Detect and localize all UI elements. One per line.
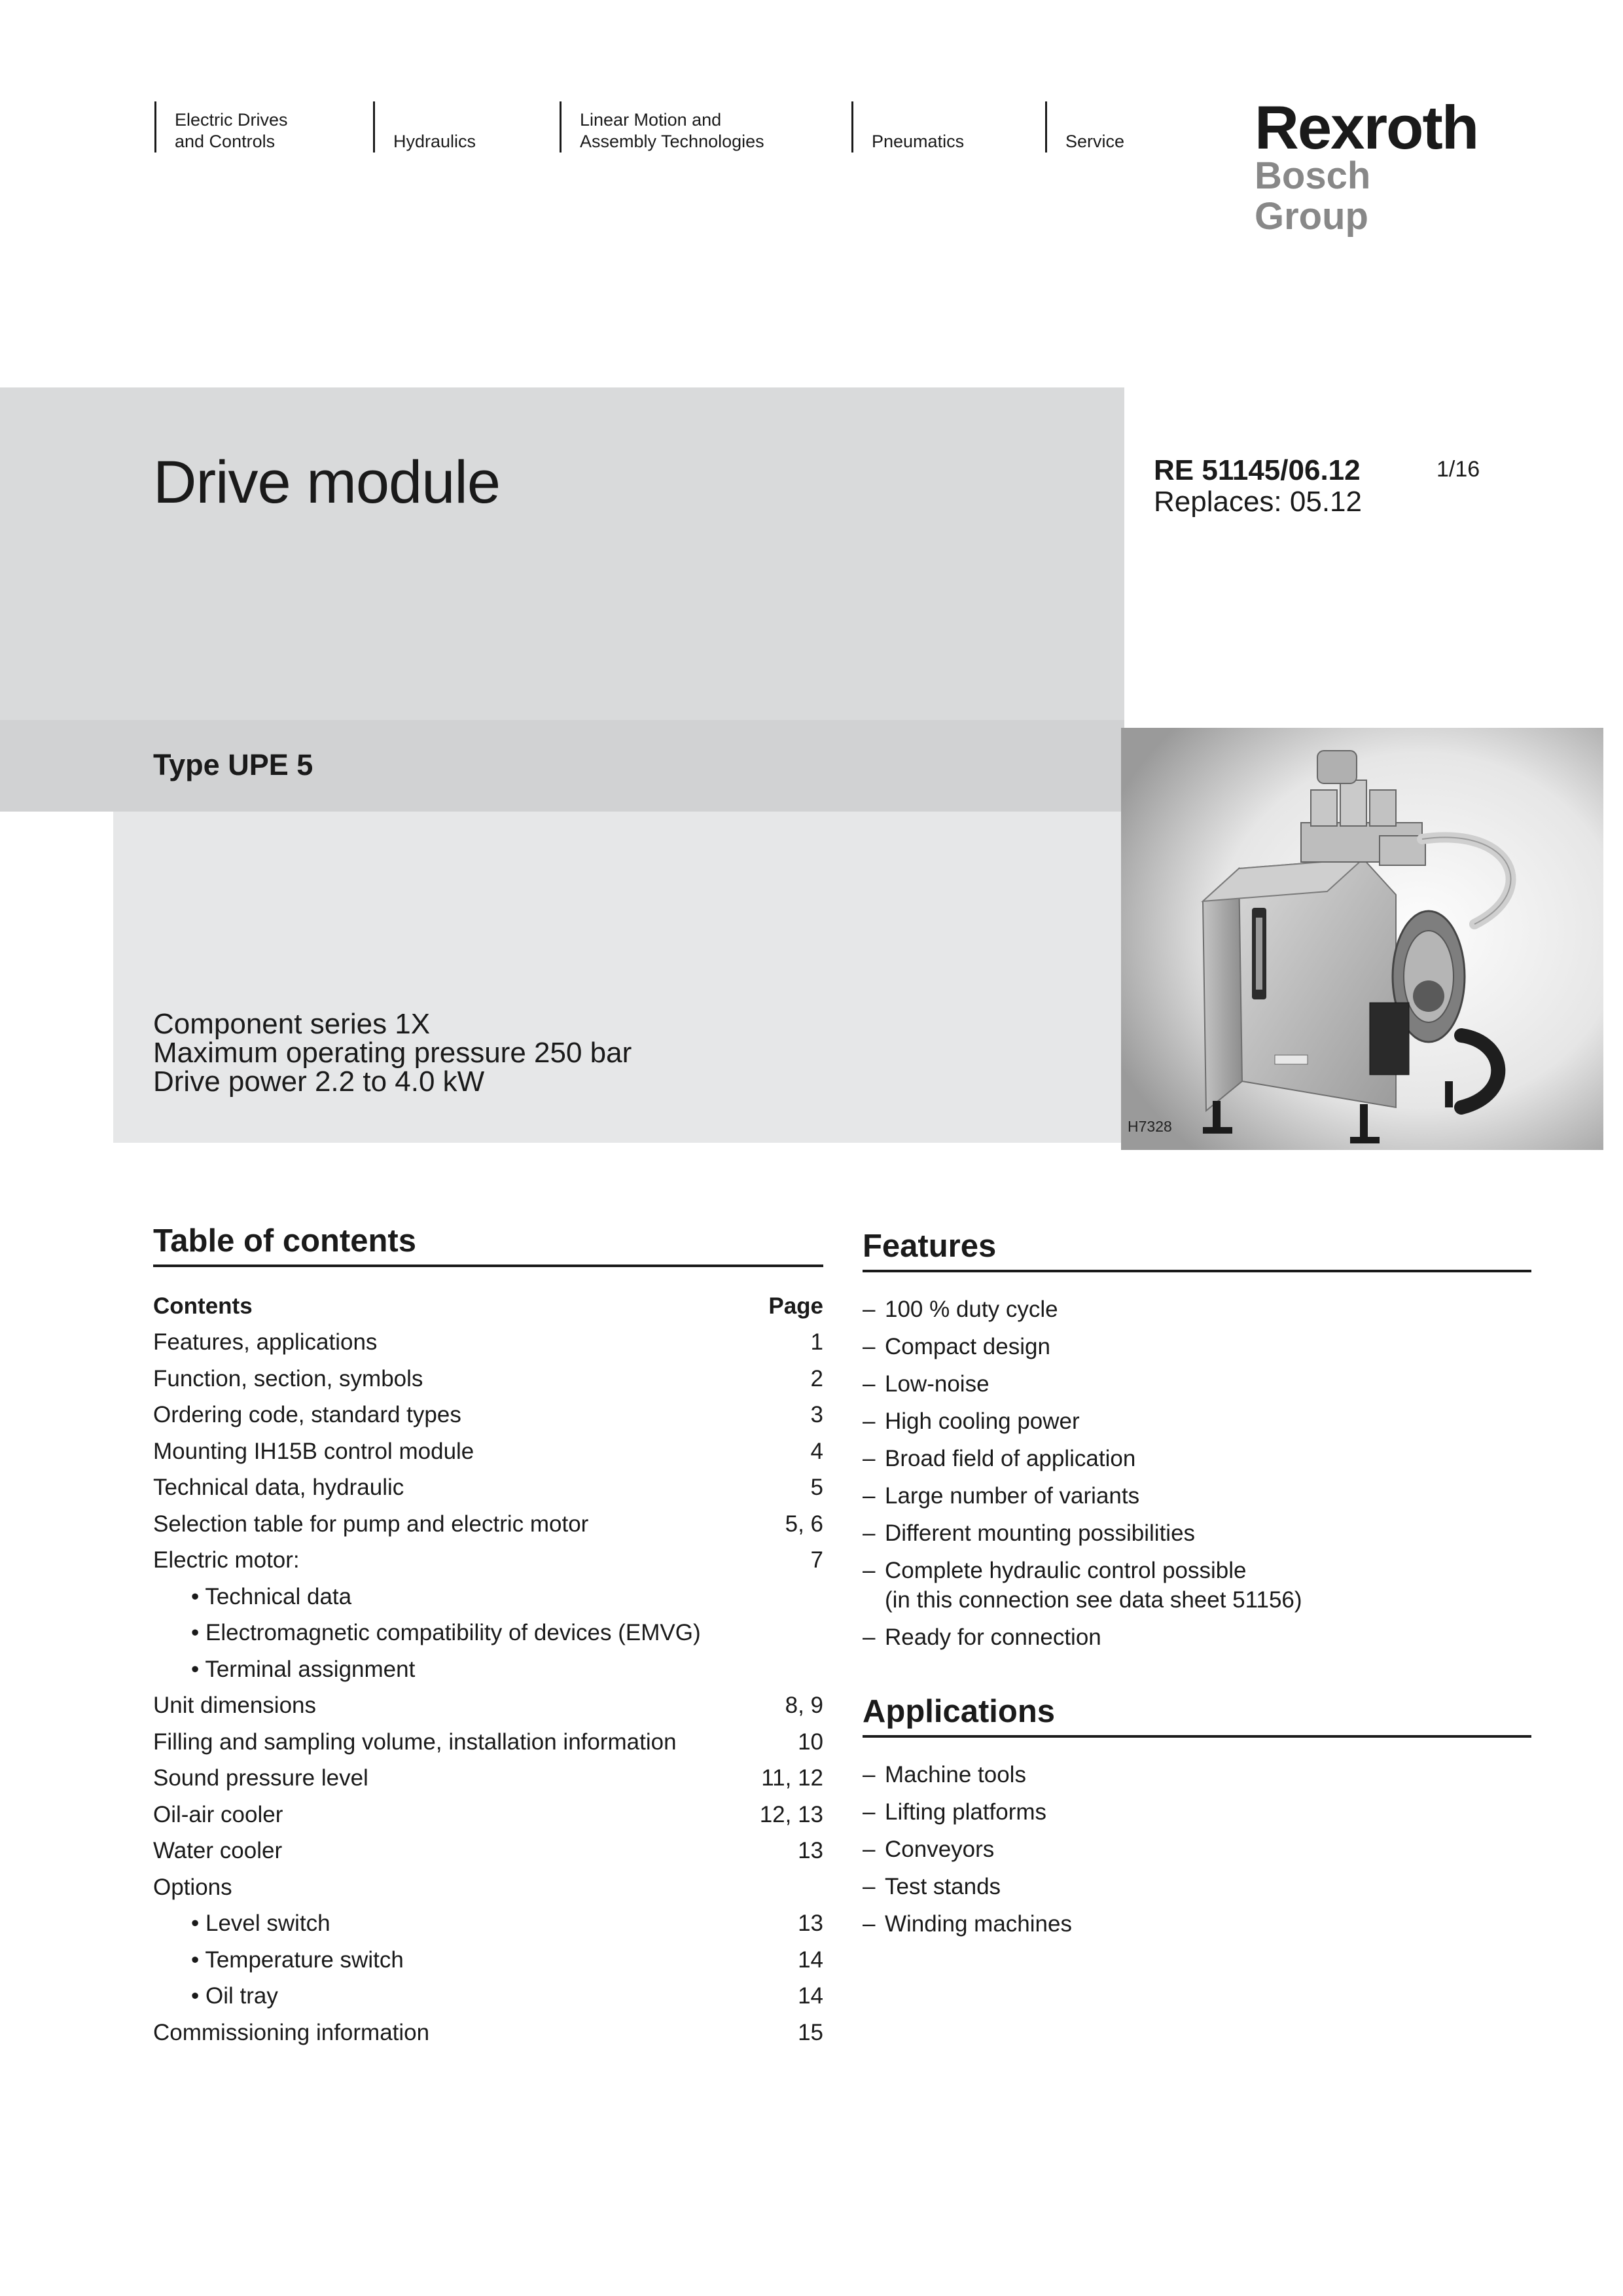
application-text: Lifting platforms: [885, 1799, 1047, 1825]
toc-row[interactable]: [153, 1942, 823, 1979]
applications-heading: Applications: [863, 1693, 1531, 1738]
applications-section: [863, 1693, 1531, 1946]
toc-row[interactable]: [153, 1651, 823, 1688]
toc-entry-label: • Technical data: [191, 1583, 352, 1609]
toc-row[interactable]: [153, 1433, 823, 1470]
features-list: [863, 1295, 1531, 1652]
application-text: Test stands: [885, 1874, 1001, 1899]
application-text: Machine tools: [885, 1762, 1026, 1787]
list-item: [863, 1444, 1531, 1473]
list-item: [863, 1760, 1531, 1789]
toc-entry-label: Filling and sampling volume, installation information: [153, 1729, 677, 1755]
list-item: [863, 1481, 1531, 1511]
nav-item-pneumatics[interactable]: Pneumatics: [851, 101, 964, 152]
feature-text: 100 % duty cycle: [885, 1297, 1058, 1322]
toc-entry-page: 1: [810, 1329, 823, 1355]
toc-row[interactable]: [153, 1361, 823, 1397]
toc-entry-page: 7: [810, 1547, 823, 1573]
list-item: [863, 1518, 1531, 1548]
toc-entry-label: Water cooler: [153, 1838, 283, 1863]
toc-entry-page: 12, 13: [759, 1801, 823, 1827]
feature-text: Large number of variants: [885, 1483, 1140, 1509]
hero-background: [0, 387, 1124, 720]
toc-entry-page: 13: [798, 1910, 823, 1936]
application-text: Conveyors: [885, 1837, 995, 1862]
feature-text: Different mounting possibilities: [885, 1520, 1196, 1546]
summary-line: Drive power 2.2 to 4.0 kW: [153, 1066, 485, 1098]
toc-entry-page: 15: [798, 2019, 823, 2045]
logo-group: Bosch Group: [1255, 154, 1371, 238]
image-code: H7328: [1128, 1118, 1172, 1135]
list-item: [863, 1332, 1531, 1361]
application-text: Winding machines: [885, 1911, 1072, 1937]
rexroth-logo: [1255, 93, 1490, 238]
toc-entry-page: 2: [810, 1365, 823, 1391]
nav-item-service[interactable]: Service: [1045, 101, 1124, 152]
toc-row[interactable]: [153, 1397, 823, 1433]
toc-entry-page: 5, 6: [785, 1511, 823, 1537]
toc-row[interactable]: [153, 2015, 823, 2051]
feature-text: Ready for connection: [885, 1624, 1101, 1650]
feature-text: Complete hydraulic control possible: [885, 1558, 1247, 1583]
document-title: Drive module: [153, 449, 500, 516]
toc-entry-label: • Oil tray: [191, 1983, 278, 2009]
toc-entry-page: 11, 12: [761, 1765, 823, 1791]
toc-header-row: [153, 1288, 823, 1324]
nav-item-linear-motion[interactable]: Linear Motion and Assembly Technologies: [560, 101, 764, 152]
toc-row[interactable]: [153, 1615, 823, 1651]
toc-entry-page: 10: [798, 1729, 823, 1755]
toc-heading: Table of contents: [153, 1223, 823, 1267]
features-section: [863, 1228, 1531, 1660]
list-item: [863, 1295, 1531, 1324]
toc-entry-label: Technical data, hydraulic: [153, 1475, 404, 1500]
toc-row[interactable]: [153, 1869, 823, 1906]
toc-col-contents: Contents: [153, 1293, 253, 1319]
feature-text: Low-noise: [885, 1371, 990, 1397]
toc-entry-label: Mounting IH15B control module: [153, 1438, 474, 1464]
page-number: 1/16: [1436, 457, 1480, 482]
product-summary: [153, 1010, 632, 1096]
toc-entry-page: 4: [810, 1438, 823, 1464]
document-reference: [1154, 455, 1362, 518]
feature-text: Compact design: [885, 1334, 1050, 1359]
toc-row[interactable]: [153, 1797, 823, 1833]
toc-entry-label: • Level switch: [191, 1910, 330, 1936]
applications-list: [863, 1760, 1531, 1939]
list-item: [863, 1909, 1531, 1939]
toc-entry-page: 14: [798, 1946, 823, 1973]
toc-col-page: Page: [768, 1293, 823, 1319]
toc-entry-label: Commissioning information: [153, 2019, 430, 2045]
toc-entry-label: Ordering code, standard types: [153, 1402, 461, 1427]
toc-entry-page: 3: [810, 1402, 823, 1427]
feature-text: High cooling power: [885, 1408, 1080, 1434]
toc-row[interactable]: [153, 1978, 823, 2015]
summary-line: Component series 1X: [153, 1008, 431, 1040]
toc-row[interactable]: [153, 1833, 823, 1869]
nav-item-electric-drives[interactable]: Electric Drives and Controls: [154, 101, 288, 152]
toc-entry-label: Unit dimensions: [153, 1693, 316, 1718]
list-item: [863, 1835, 1531, 1864]
toc-entry-label: Features, applications: [153, 1329, 378, 1355]
toc-entry-label: Selection table for pump and electric motor: [153, 1511, 589, 1537]
toc-row[interactable]: [153, 1324, 823, 1361]
toc-row[interactable]: [153, 1542, 823, 1579]
list-item: [863, 1369, 1531, 1399]
toc-row[interactable]: [153, 1760, 823, 1797]
document-number: RE 51145/06.12: [1154, 454, 1361, 486]
toc-entry-label: Options: [153, 1874, 232, 1900]
toc-row[interactable]: [153, 1579, 823, 1615]
table-of-contents: [153, 1223, 823, 2051]
toc-row[interactable]: [153, 1469, 823, 1506]
toc-entry-label: Function, section, symbols: [153, 1365, 423, 1391]
toc-entry-page: 8, 9: [785, 1693, 823, 1718]
feature-text: Broad field of application: [885, 1446, 1136, 1471]
product-photo: [1121, 728, 1603, 1150]
summary-line: Maximum operating pressure 250 bar: [153, 1037, 632, 1069]
list-item: [863, 1407, 1531, 1436]
list-item: [863, 1623, 1531, 1652]
toc-entry-page: 14: [798, 1983, 823, 2009]
toc-entry-page: 5: [810, 1475, 823, 1500]
toc-entry-page: 13: [798, 1838, 823, 1863]
list-item: [863, 1872, 1531, 1901]
product-type: Type UPE 5: [153, 748, 313, 781]
toc-row[interactable]: [153, 1905, 823, 1942]
list-item: [863, 1797, 1531, 1827]
toc-entry-label: Oil-air cooler: [153, 1801, 283, 1827]
features-heading: Features: [863, 1228, 1531, 1272]
list-item: [863, 1556, 1531, 1615]
toc-entry-label: • Electromagnetic compatibility of devices (EMVG): [191, 1620, 701, 1645]
toc-row[interactable]: [153, 1724, 823, 1761]
toc-row[interactable]: [153, 1687, 823, 1724]
replaces-version: Replaces: 05.12: [1154, 486, 1362, 518]
toc-entry-label: • Terminal assignment: [191, 1656, 416, 1682]
logo-brand: Rexroth: [1255, 93, 1478, 162]
toc-entry-label: • Temperature switch: [191, 1946, 404, 1973]
toc-entry-label: Sound pressure level: [153, 1765, 368, 1791]
toc-row[interactable]: [153, 1506, 823, 1543]
nav-item-hydraulics[interactable]: Hydraulics: [373, 101, 476, 152]
feature-note: (in this connection see data sheet 51156): [885, 1587, 1302, 1613]
toc-entry-label: Electric motor:: [153, 1547, 300, 1573]
